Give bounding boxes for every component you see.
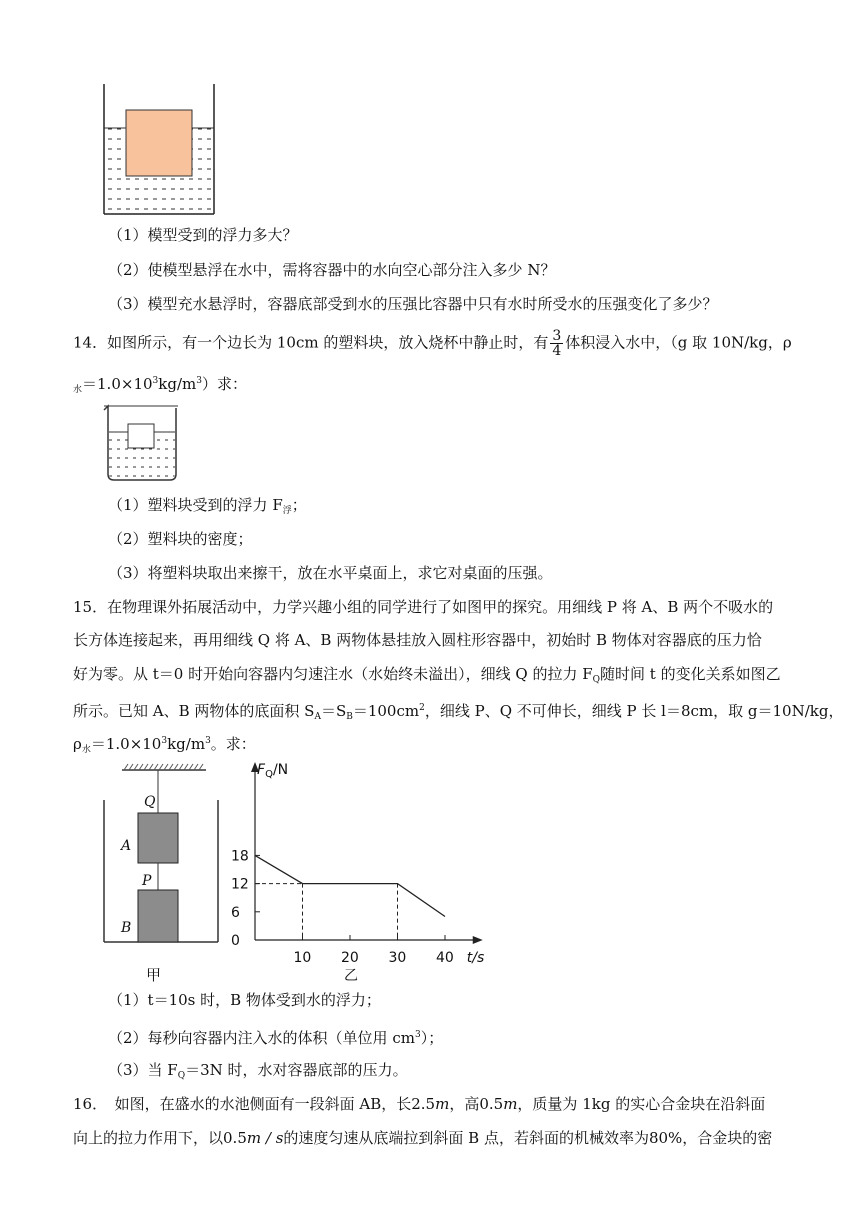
- q14-item-2: （2）塑料块的密度；: [108, 530, 253, 548]
- q15-chart: [225, 758, 505, 988]
- q15-item-2: （2）每秒向容器内注入水的体积（单位用 $cm^3$）；: [108, 1029, 444, 1047]
- label-p: P: [142, 873, 152, 889]
- q15-figure-jia: [96, 760, 226, 988]
- q15-stem-line5: $\rho_水=1.0\times 10^3kg/m^3$。求：: [73, 735, 256, 755]
- q15-stem-line1: 15．在物理课外拓展活动中，力学兴趣小组的同学进行了如图甲的探究。用细线 P 将 A、B 两个不吸水的: [73, 598, 774, 616]
- q14-stem-line2: $_水=1.0\times 10^3kg/m^3$）求：: [73, 375, 247, 395]
- y-tick-label: 12: [231, 876, 249, 893]
- label-q: Q: [144, 794, 156, 810]
- q15-item-1: （1）t＝10s 时，B 物体受到水的浮力；: [108, 991, 381, 1009]
- caption-yi: 乙: [344, 968, 358, 984]
- block-b: [138, 890, 178, 942]
- q16-stem-line1: 16． 如图，在盛水的水池侧面有一段斜面 AB，长2.5m，高0.5m，质量为 1kg 的实心合金块在沿斜面: [73, 1095, 766, 1113]
- q15-stem-line2: 长方体连接起来，再用细线 Q 将 A、B 两物体悬挂放入圆柱形容器中，初始时 B 物体对容器底的压力恰: [73, 631, 762, 649]
- q14-figure: [100, 400, 182, 484]
- x-tick-label: 40: [436, 950, 454, 966]
- q14-fraction: $\frac{3}{4}$: [552, 328, 562, 359]
- y-tick-label: 18: [231, 848, 249, 865]
- y-tick-label: 0: [231, 933, 240, 949]
- q14-item-1: （1）塑料块受到的浮力 $F_浮$；: [108, 496, 307, 516]
- x-tick-label: 20: [341, 950, 359, 966]
- y-tick-label: 6: [231, 904, 240, 921]
- y-axis-label: $F_Q/N$: [257, 762, 289, 780]
- x-axis-arrow: [473, 936, 483, 944]
- q15-item-3: （3）当 $F_Q=3N$ 时，水对容器底部的压力。: [108, 1061, 408, 1081]
- x-tick-label: 10: [293, 950, 312, 966]
- plastic-block: [128, 424, 154, 448]
- q13-item-3: （3）模型充水悬浮时，容器底部受到水的压强比容器中只有水时所受水的压强变化了多少？: [108, 295, 718, 313]
- caption-jia: 甲: [146, 966, 162, 984]
- x-axis-label: t/s: [466, 950, 485, 966]
- model-block: [126, 110, 192, 176]
- q13-item-2: （2）使模型悬浮在水中，需将容器中的水向空心部分注入多少 N？: [108, 261, 556, 279]
- q14-stem-line1: 14．如图所示，有一个边长为 10cm 的塑料块，放入烧杯中静止时，有 $\frac{3}{4}$ 体积浸入水中，（g 取 10N/kg，ρ: [73, 328, 792, 359]
- q14-item-3: （3）将塑料块取出来擦干，放在水平桌面上，求它对桌面的压强。: [108, 564, 553, 582]
- q15-stem-line3: 好为零。从 t＝0 时开始向容器内匀速注水（水始终未溢出），细线 Q 的拉力 $F_Q$随时间 t 的变化关系如图乙: [73, 665, 781, 685]
- series-line: [255, 855, 445, 916]
- x-tick-label: 30: [388, 950, 407, 966]
- label-b: B: [121, 920, 132, 936]
- q15-stem-line4: 所示。已知 A、B 两物体的底面积 $S_A=S_B=100cm^2$，细线 P、Q 不可伸长，细线 P 长 l＝8cm，取 g＝10N/kg，: [73, 702, 844, 722]
- q13-item-1: （1）模型受到的浮力多大？: [108, 226, 298, 244]
- block-a: [138, 813, 178, 863]
- q13-figure: [98, 84, 220, 216]
- label-a: A: [121, 838, 132, 854]
- q16-stem-line2: 向上的拉力作用下，以0.5m / s的速度匀速从底端拉到斜面 B 点，若斜面的机械效率为80%，合金块的密: [73, 1129, 773, 1147]
